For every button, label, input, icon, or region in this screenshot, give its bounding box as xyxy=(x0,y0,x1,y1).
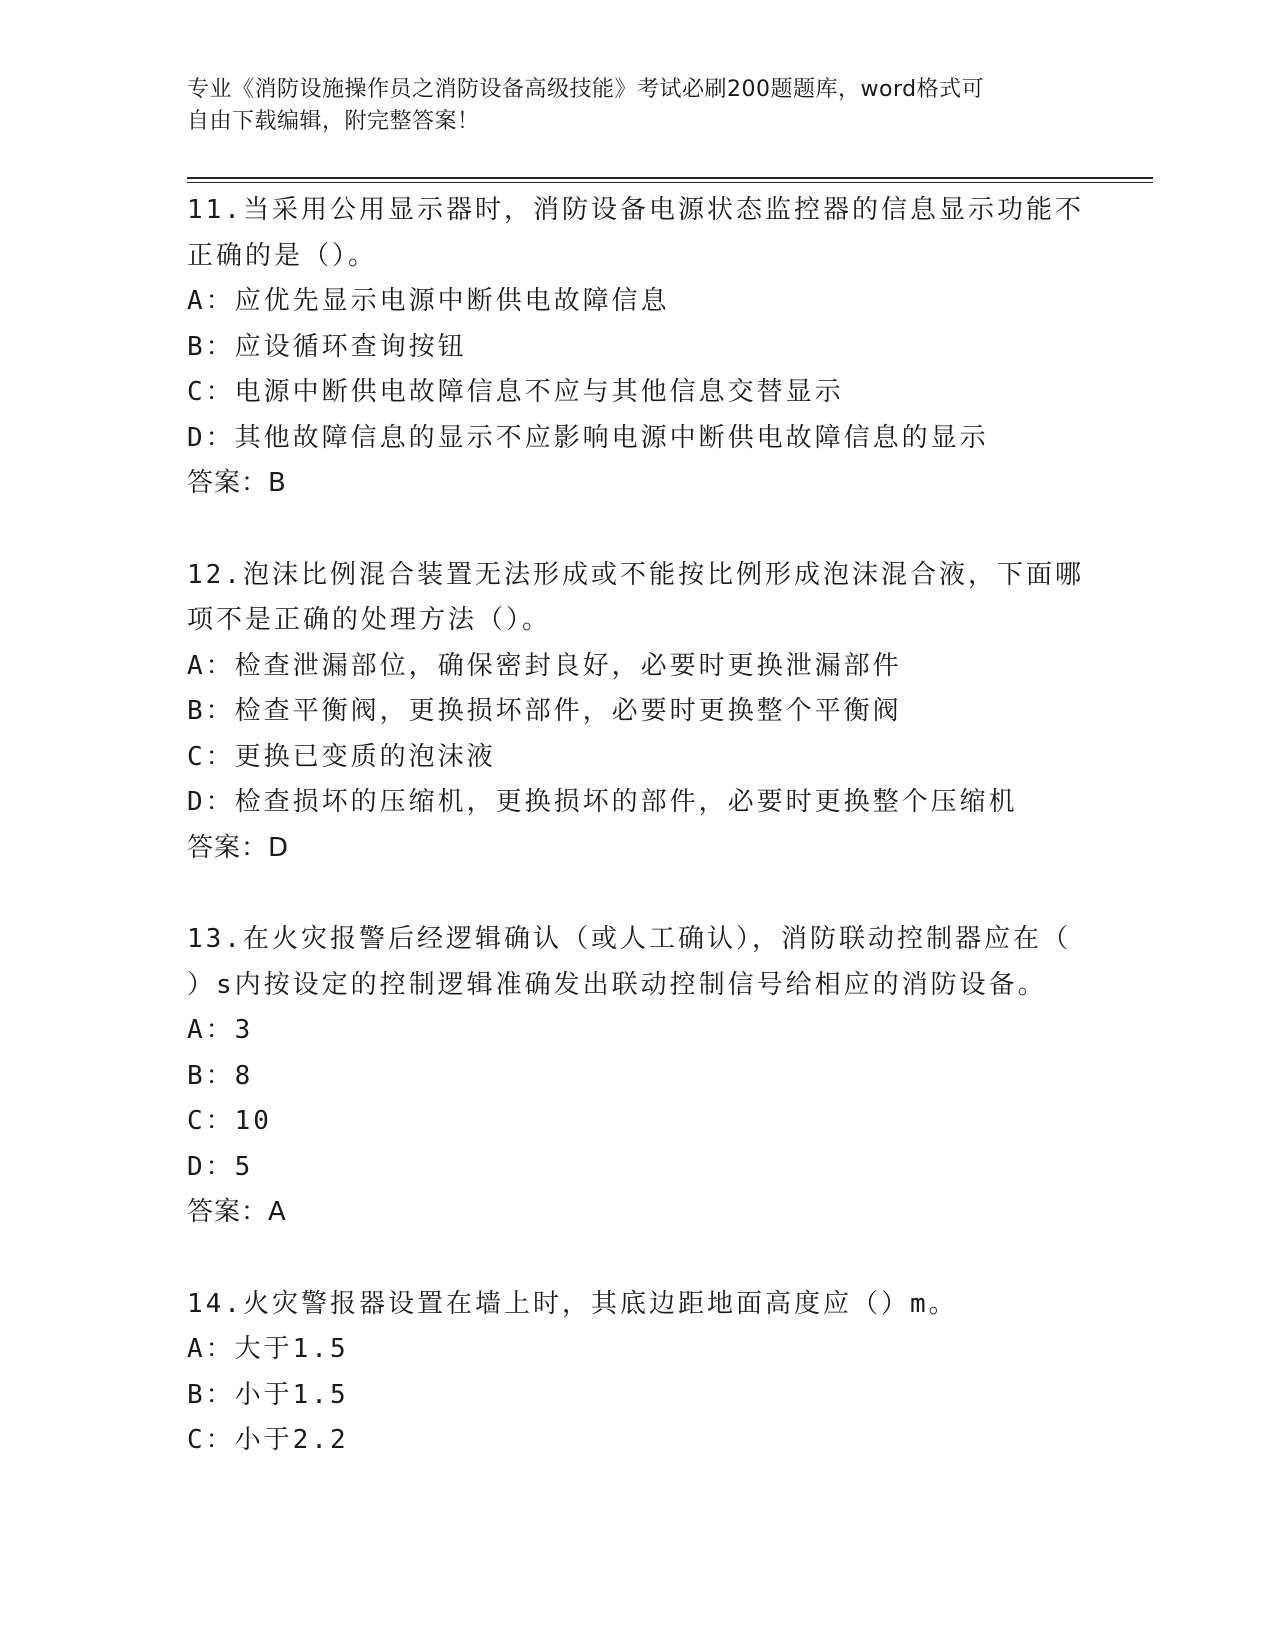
option-c: C：小于2.2 xyxy=(187,1425,349,1455)
document-header xyxy=(187,74,1067,138)
option-a: A：3 xyxy=(187,1015,254,1045)
header-line-2: 自由下载编辑，附完整答案！ xyxy=(187,109,480,134)
option-b: B：应设循环查询按钮 xyxy=(187,331,467,362)
option-d: D：检查损坏的压缩机，更换损坏的部件，必要时更换整个压缩机 xyxy=(187,787,1018,817)
question-11 xyxy=(187,188,1084,507)
question-12 xyxy=(187,553,1084,872)
option-d: D：其他故障信息的显示不应影响电源中断供电故障信息的显示 xyxy=(187,422,989,453)
option-a: A：大于1.5 xyxy=(187,1334,349,1364)
header-line-1: 专业《消防设施操作员之消防设备高级技能》考试必刷200题题库，word格式可 xyxy=(187,77,985,102)
header-divider-thick xyxy=(187,177,1153,179)
question-list xyxy=(187,188,1084,1510)
answer-label: 答案：D xyxy=(187,832,290,863)
option-b: B：检查平衡阀，更换损坏部件，必要时更换整个平衡阀 xyxy=(187,696,902,726)
question-stem-line: 项不是正确的处理方法（）。 xyxy=(187,605,552,635)
question-14 xyxy=(187,1282,1077,1464)
option-b: B：小于1.5 xyxy=(187,1379,349,1410)
answer-label: 答案：B xyxy=(187,468,287,498)
option-a: A：应优先显示电源中断供电故障信息 xyxy=(187,286,670,316)
question-stem-line: 11.当采用公用显示器时，消防设备电源状态监控器的信息显示功能不 xyxy=(187,195,1084,225)
question-stem-line: 14.火灾警报器设置在墙上时，其底边距地面高度应（）m。 xyxy=(187,1288,958,1319)
question-stem-line: 13.在火灾报警后经逻辑确认（或人工确认），消防联动控制器应在（ xyxy=(187,924,1071,954)
option-a: A：检查泄漏部位，确保密封良好，必要时更换泄漏部件 xyxy=(187,650,902,681)
answer-label: 答案：A xyxy=(187,1197,287,1227)
option-d: D：5 xyxy=(187,1151,254,1182)
question-13 xyxy=(187,917,1077,1236)
question-stem-line: ）s内按设定的控制逻辑准确发出联动控制信号给相应的消防设备。 xyxy=(187,969,1047,1000)
question-stem-line: 正确的是（）。 xyxy=(187,240,378,271)
option-c: C：更换已变质的泡沫液 xyxy=(187,741,496,772)
option-c: C：电源中断供电故障信息不应与其他信息交替显示 xyxy=(187,377,844,407)
question-stem-line: 12.泡沫比例混合装置无法形成或不能按比例形成泡沫混合液，下面哪 xyxy=(187,559,1084,590)
option-b: B：8 xyxy=(187,1060,254,1091)
header-divider-thin xyxy=(187,182,1153,183)
option-c: C：10 xyxy=(187,1106,272,1136)
